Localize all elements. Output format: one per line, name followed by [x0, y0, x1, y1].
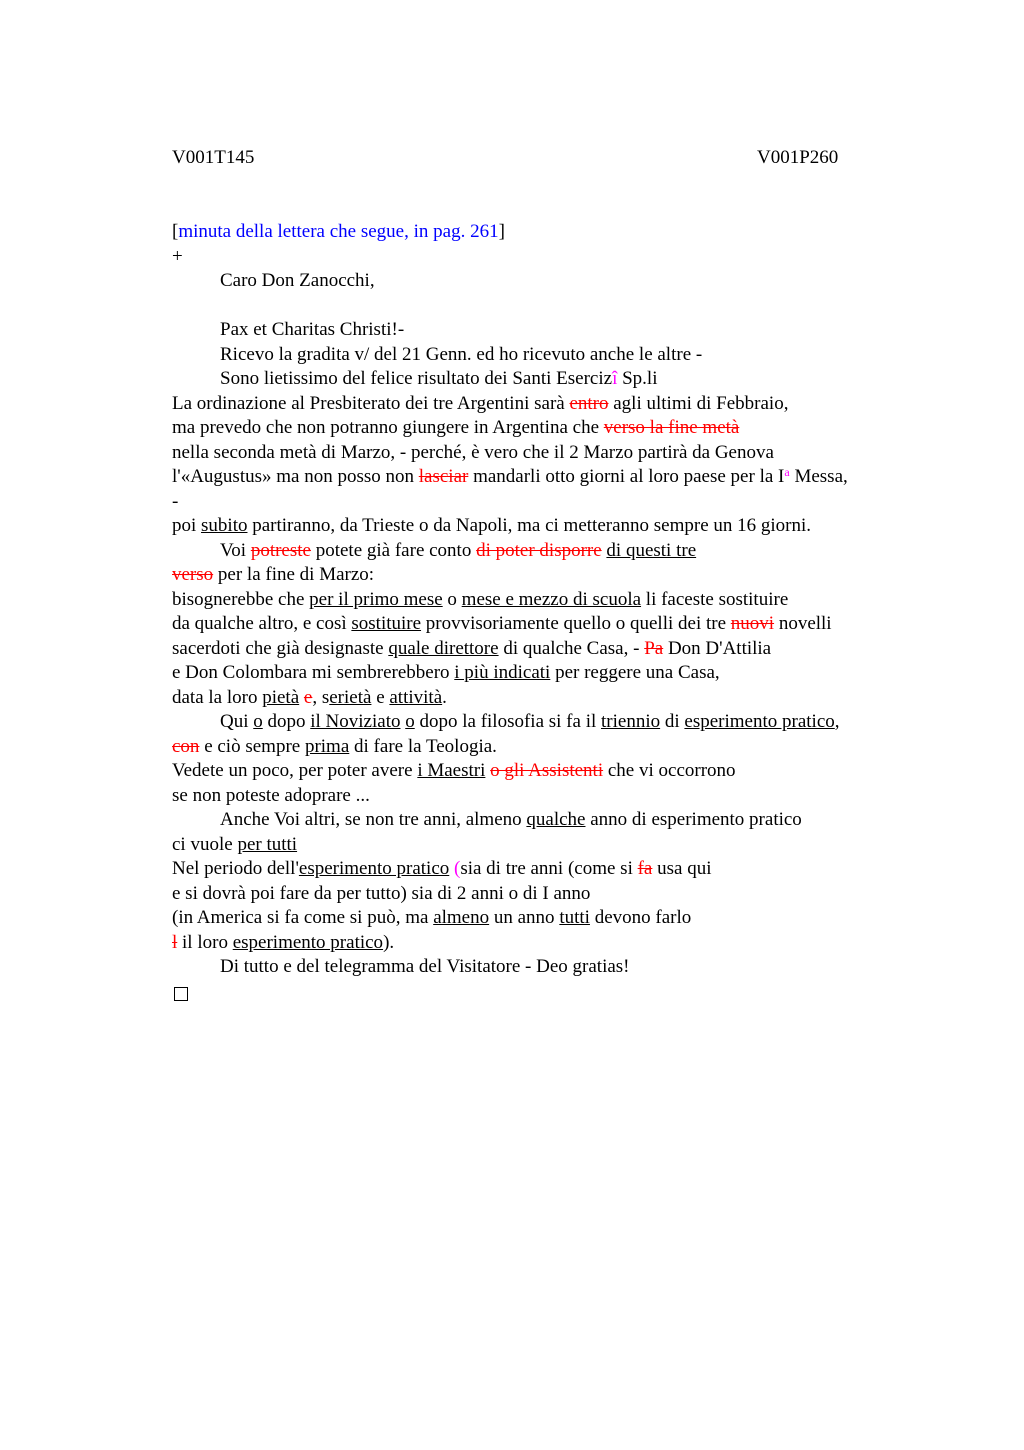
underlined-text: qualche — [526, 809, 586, 830]
text-line: verso per la fine di Marzo: — [172, 564, 375, 585]
struck-text: l — [172, 931, 178, 953]
text-line: sacerdoti che già designaste quale direttore di qualche Casa, - Pa Don D'Attilia — [172, 637, 772, 659]
text-line: poi subito partiranno, da Trieste o da Napoli, ma ci metteranno sempre un 16 giorni. — [172, 515, 812, 536]
text-line: con e ciò sempre prima di fare la Teologia. — [172, 735, 497, 757]
text-line: Qui o dopo il Noviziato o dopo la filosofia si fa il triennio di esperimento pratico, — [220, 711, 840, 732]
struck-text: e — [303, 686, 313, 708]
text-line: bisognerebbe che per il primo mese o mese e mezzo di scuola li faceste sostituire — [172, 588, 789, 610]
text-line: Pax et Charitas Christi!- — [220, 319, 405, 340]
struck-text: o gli Assistenti — [490, 760, 604, 781]
text-line: La ordinazione al Presbiterato dei tre Argentini sarà entro agli ultimi di Febbraio, — [172, 392, 789, 414]
underlined-text: per tutti — [237, 833, 298, 855]
underlined-text: attività — [389, 686, 443, 708]
text-line: Sono lietissimo del felice risultato dei Santi Esercizî Sp.li — [220, 368, 658, 389]
text-line: Ricevo la gradita v/ del 21 Genn. ed ho ricevuto anche le altre - — [220, 343, 703, 365]
underlined-text: prima — [304, 735, 350, 757]
underlined-text: subito — [201, 515, 248, 536]
underlined-text: triennio — [601, 711, 661, 732]
text-line: Vedete un poco, per poter avere i Maestri o gli Assistenti che vi occorrono — [172, 760, 736, 781]
text-line: (in America si fa come si può, ma almeno un anno tutti devono farlo — [172, 907, 692, 928]
salutation: Caro Don Zanocchi, — [220, 270, 375, 291]
text-line: Nel periodo dell'esperimento pratico (sia di tre anni (come si fa usa qui — [172, 858, 712, 879]
struck-text: con — [172, 735, 200, 757]
underlined-text: erietà — [329, 686, 372, 708]
underlined-text: esperimento pratico — [298, 858, 450, 879]
text-line: l'«Augustus» ma non posso non lasciar mandarli otto giorni al loro paese per la $I^a$ Messa, — [172, 465, 848, 487]
underlined-text: almeno — [433, 907, 490, 928]
struck-text: nuovi — [730, 613, 775, 634]
underlined-text: i più indicati — [454, 662, 551, 683]
underlined-text: per il primo mese — [309, 588, 443, 610]
end-mark — [172, 980, 848, 1005]
header-left-code: V001T145 — [172, 147, 255, 168]
struck-text: Pa — [644, 637, 664, 659]
struck-text: di poter disporre — [476, 539, 602, 561]
underlined-text: tutti — [559, 907, 590, 928]
text-line: Di tutto e del telegramma del Visitatore - Deo gratias! — [220, 956, 630, 977]
text-line: nella seconda metà di Marzo, - perché, è vero che il 2 Marzo partirà da Genova — [172, 441, 774, 463]
underlined-text: quale direttore — [388, 637, 499, 659]
inserted-char: ( — [454, 858, 461, 879]
text-line: se non poteste adoprare ... — [172, 784, 370, 806]
letter-body — [172, 220, 848, 1004]
editor-note: [minuta della lettera che segue, in pag. 261] — [172, 221, 505, 242]
underlined-text: pietà — [262, 686, 300, 708]
struck-text: entro — [569, 392, 609, 414]
struck-text: potreste — [250, 539, 311, 561]
text-line: Voi potreste potete già fare conto di poter disporre di questi tre — [220, 539, 697, 561]
struck-text: verso la fine metà — [603, 417, 740, 438]
struck-text: fa — [637, 858, 653, 879]
underlined-text: i Maestri — [417, 760, 486, 781]
cross-mark: + — [172, 245, 183, 267]
end-box-icon — [174, 987, 188, 1001]
underlined-text: esperimento pratico — [684, 711, 835, 732]
underlined-text: o — [405, 711, 415, 732]
text-line: - — [172, 490, 179, 512]
superscript: a — [784, 465, 790, 479]
text-line: Anche Voi altri, se non tre anni, almeno qualche anno di esperimento pratico — [220, 809, 802, 830]
underlined-text: esperimento pratico — [232, 931, 384, 953]
text-line: ci vuole per tutti — [172, 833, 298, 855]
struck-text: verso — [172, 564, 214, 585]
underlined-text: mese e mezzo di scuola — [461, 588, 642, 610]
text-line: ma prevedo che non potranno giungere in Argentina che verso la fine metà — [172, 417, 740, 438]
underlined-text: il Noviziato — [310, 711, 401, 732]
text-line: data la loro pietà e, serietà e attività. — [172, 686, 447, 708]
editor-note-text: minuta della lettera che segue, in pag. 261 — [178, 221, 499, 242]
blank-line — [172, 294, 848, 319]
header-right-code: V001P260 — [757, 147, 839, 168]
inserted-char: î — [612, 368, 618, 389]
underlined-text: o — [253, 711, 263, 732]
text-line: e Don Colombara mi sembrerebbero i più indicati per reggere una Casa, — [172, 662, 720, 683]
underlined-text: sostituire — [351, 613, 422, 634]
text-line: da qualche altro, e così sostituire provvisoriamente quello o quelli dei tre nuovi novelli — [172, 613, 832, 634]
struck-text: lasciar — [418, 466, 469, 487]
underlined-text: di questi tre — [606, 539, 697, 561]
text-line: e si dovrà poi fare da per tutto) sia di 2 anni o di I anno — [172, 882, 591, 904]
text-line: l il loro esperimento pratico). — [172, 931, 395, 953]
